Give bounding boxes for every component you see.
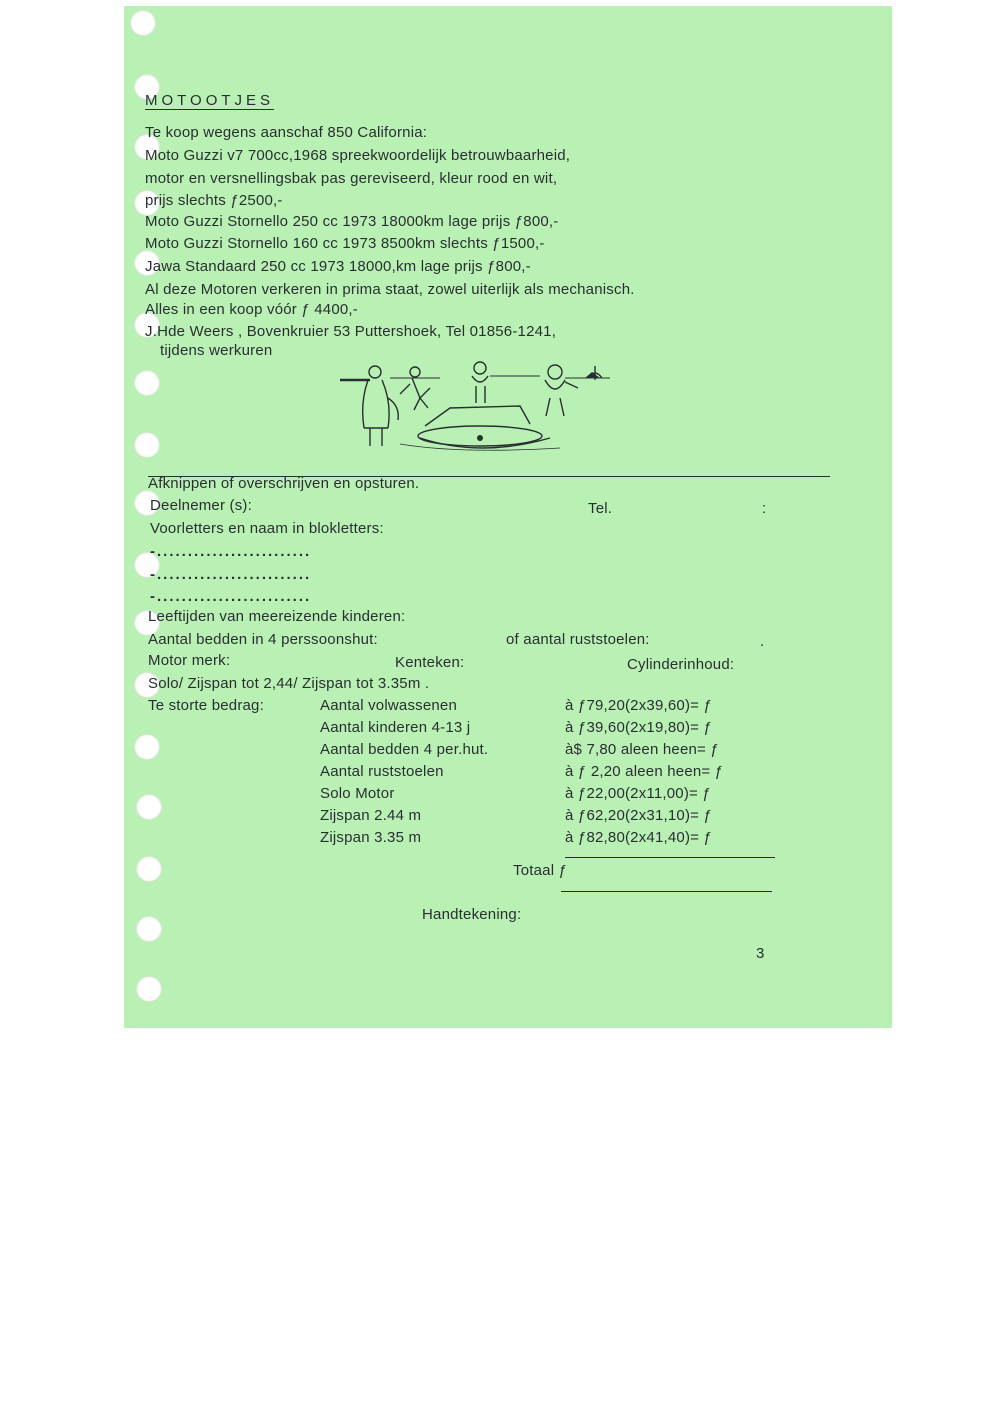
ad-line: Alles in een koop vóór ƒ 4400,- — [145, 301, 358, 318]
initials-label: Voorletters en naam in blokletters: — [150, 520, 384, 537]
ad-line: Te koop wegens aanschaf 850 California: — [145, 124, 428, 141]
payment-price: à ƒ22,00(2x11,00)= ƒ — [565, 785, 711, 802]
ad-line: prijs slechts ƒ2500,- — [145, 192, 283, 209]
ad-line: Moto Guzzi v7 700cc,1968 spreekwoordelijk betrouwbaarheid, — [145, 147, 571, 164]
binder-hole-icon — [136, 856, 162, 882]
name-dot-line: -......................... — [150, 588, 312, 605]
total-rule-top — [565, 857, 775, 858]
payment-price: à ƒ79,20(2x39,60)= ƒ — [565, 697, 713, 714]
ad-line: Jawa Standaard 250 cc 1973 18000,km lage prijs ƒ800,- — [145, 258, 531, 275]
plate-label: Kenteken: — [395, 654, 465, 671]
page-number: 3 — [756, 945, 765, 962]
chairs-label: of aantal ruststoelen: — [506, 631, 650, 648]
form-instruction: Afknippen of overschrijven en opsturen. — [148, 475, 420, 492]
total-label: Totaal ƒ — [513, 862, 568, 879]
name-dot-line: -......................... — [150, 543, 312, 560]
chairs-dot: . — [760, 633, 765, 650]
ad-title: MOTOOTJES — [145, 92, 275, 109]
name-dot-line: -......................... — [150, 566, 312, 583]
tel-colon: : — [762, 500, 767, 517]
payment-price: à ƒ62,20(2x31,10)= ƒ — [565, 807, 713, 824]
motor-label: Motor merk: — [148, 652, 231, 669]
payment-item: Solo Motor — [320, 785, 395, 802]
tel-label: Tel. — [588, 500, 613, 517]
binder-hole-icon — [134, 734, 160, 760]
binder-hole-icon — [130, 10, 156, 36]
ad-contact: J.Hde Weers , Bovenkruier 53 Puttershoek, Tel 01856-1241, — [145, 323, 557, 340]
payment-item: Aantal ruststoelen — [320, 763, 444, 780]
total-rule-bottom — [561, 891, 772, 892]
beds-label: Aantal bedden in 4 perssoonshut: — [148, 631, 378, 648]
payment-price: à ƒ39,60(2x19,80)= ƒ — [565, 719, 713, 736]
payment-price: à ƒ82,80(2x41,40)= ƒ — [565, 829, 713, 846]
binder-hole-icon — [136, 794, 162, 820]
payment-label: Te storte bedrag: — [148, 697, 264, 714]
ad-line: motor en versnellingsbak pas gereviseerd, kleur rood en wit, — [145, 170, 558, 187]
payment-item: Zijspan 3.35 m — [320, 829, 422, 846]
beach-cartoon-illustration — [330, 358, 620, 458]
cylinder-label: Cylinderinhoud: — [627, 656, 735, 673]
binder-hole-icon — [134, 432, 160, 458]
ad-line: Moto Guzzi Stornello 160 cc 1973 8500km slechts ƒ1500,- — [145, 235, 545, 252]
binder-hole-icon — [136, 976, 162, 1002]
binder-hole-icon — [134, 370, 160, 396]
solo-line: Solo/ Zijspan tot 2,44/ Zijspan tot 3.35m . — [148, 675, 430, 692]
participants-label: Deelnemer (s): — [150, 497, 252, 514]
payment-item: Aantal volwassenen — [320, 697, 458, 714]
children-ages-label: Leeftijden van meereizende kinderen: — [148, 608, 406, 625]
payment-price: à$ 7,80 aleen heen= ƒ — [565, 741, 719, 758]
payment-price: à ƒ 2,20 aleen heen= ƒ — [565, 763, 724, 780]
signature-label: Handtekening: — [422, 906, 522, 923]
payment-item: Aantal bedden 4 per.hut. — [320, 741, 489, 758]
ad-line: Moto Guzzi Stornello 250 cc 1973 18000km lage prijs ƒ800,- — [145, 213, 559, 230]
payment-item: Aantal kinderen 4-13 j — [320, 719, 471, 736]
binder-hole-icon — [136, 916, 162, 942]
ad-contact-hours: tijdens werkuren — [160, 342, 273, 359]
payment-item: Zijspan 2.44 m — [320, 807, 422, 824]
ad-line: Al deze Motoren verkeren in prima staat, zowel uiterlijk als mechanisch. — [145, 281, 635, 298]
